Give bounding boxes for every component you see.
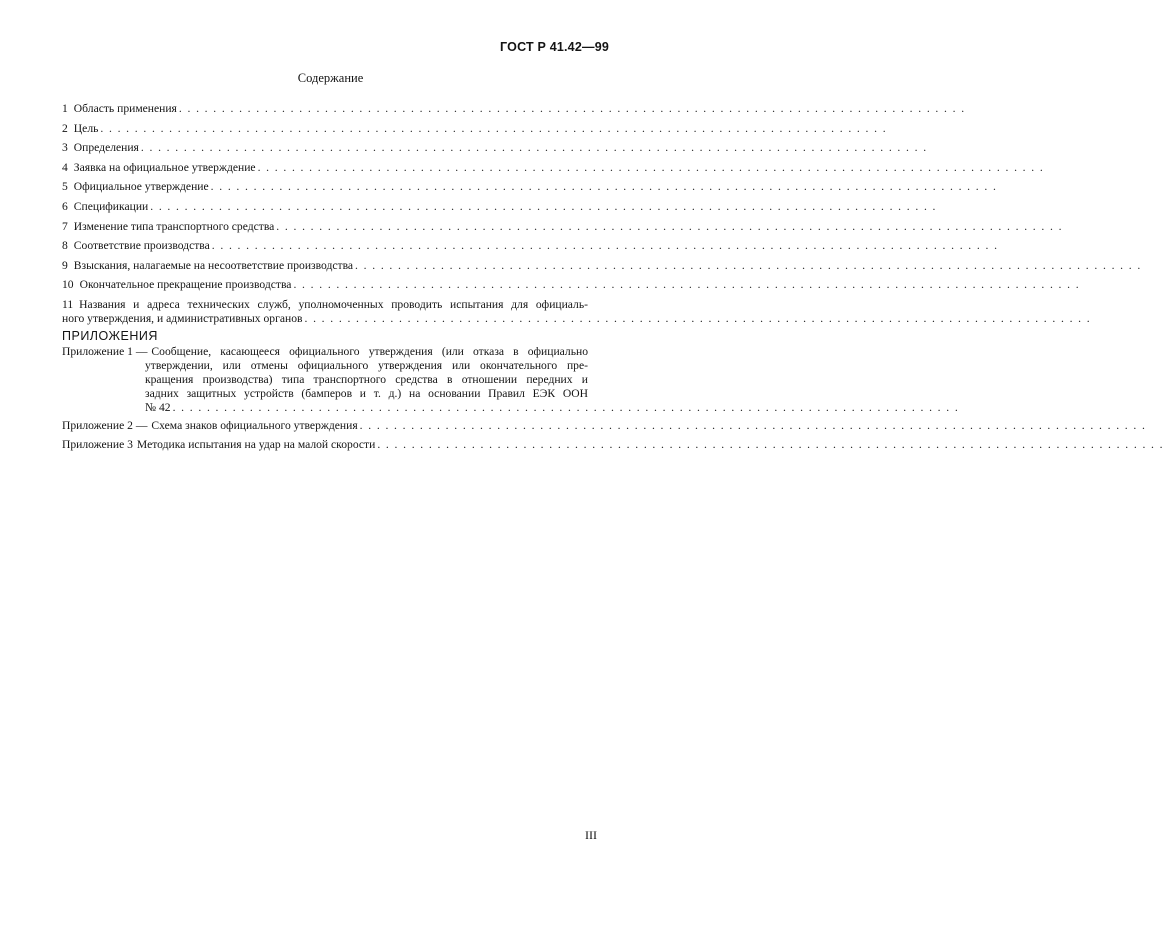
appendices-heading: ПРИЛОЖЕНИЯ	[62, 328, 158, 343]
appendix-1-line-1	[62, 345, 588, 359]
toc-item-number: 8	[62, 239, 68, 253]
toc-item-title: Официальное утверждение	[73, 180, 209, 194]
toc-item-title: Спецификации	[73, 199, 149, 213]
appendix-3-entry[interactable]	[62, 437, 1164, 452]
toc-item-title: Окончательное прекращение производства	[79, 278, 292, 292]
toc-item-number: 11	[62, 297, 74, 311]
toc-item-title: Взыскания, налагаемые на несоответствие производства	[73, 258, 354, 272]
dot-leader: . . . . . . . . . . . . . . . . . . . . . . . . . . . . . . . . . . . . . . . . . . . . . . . . . . . . . . . . . . . . . . . . . . . . . . . . . . . . . . . . . . . . . . . . . . . .	[276, 219, 1063, 233]
toc-item-2[interactable]	[62, 121, 888, 136]
dot-leader: . . . . . . . . . . . . . . . . . . . . . . . . . . . . . . . . . . . . . . . . . . . . . . . . . . . . . . . . . . . . . . . . . . . . . . . . . . . . . . . . . . . . . . . . . . . .	[257, 160, 1045, 174]
toc-item-8[interactable]	[62, 239, 999, 253]
toc-item-number: 6	[62, 199, 68, 213]
toc-item-number: 3	[62, 141, 68, 155]
appendix-1-entry[interactable]	[62, 344, 960, 415]
toc-item-title: Область применения	[73, 102, 177, 115]
toc-item-title: Названия и адреса технических служб, уполномоченных проводить испытания для официаль-	[79, 297, 588, 311]
toc-item-number: 1	[62, 102, 68, 115]
appendix-label: Приложение 1 —	[62, 344, 148, 358]
appendix-title-line: задних защитных устройств (бамперов и т. д.) на основании Правил ЕЭК ООН	[145, 386, 588, 400]
appendix-title: Методика испытания на удар на малой скорости	[136, 437, 376, 451]
toc-item-number: 5	[62, 180, 68, 194]
toc-item-title: Определения	[73, 141, 139, 155]
toc-item-number: 2	[62, 121, 68, 135]
toc-item-title: Заявка на официальное утверждение	[73, 160, 256, 174]
document-code: ГОСТ Р 41.42—99	[500, 40, 609, 54]
toc-item-3[interactable]	[62, 141, 928, 155]
toc-item-6[interactable]	[62, 199, 937, 214]
appendix-2-entry[interactable]	[62, 418, 1147, 433]
toc-item-11-line-2	[62, 311, 1092, 326]
dot-leader: . . . . . . . . . . . . . . . . . . . . . . . . . . . . . . . . . . . . . . . . . . . . . . . . . . . . . . . . . . . . . . . . . . . . . . . . . . . . . . . . . . . . . . . . . . . .	[304, 311, 1092, 325]
toc-item-number: 9	[62, 258, 68, 272]
toc-item-1[interactable]	[62, 102, 966, 116]
dot-leader: . . . . . . . . . . . . . . . . . . . . . . . . . . . . . . . . . . . . . . . . . . . . . . . . . . . . . . . . . . . . . . . . . . . . . . . . . . . . . . . . . . . . . . . . . . . .	[150, 199, 937, 213]
appendix-title: Сообщение, касающееся официального утверждения (или отказа в официально	[151, 344, 588, 358]
dot-leader: . . . . . . . . . . . . . . . . . . . . . . . . . . . . . . . . . . . . . . . . . . . . . . . . . . . . . . . . . . . . . . . . . . . . . . . . . . . . . . . . . . . . . . . . . . . .	[211, 239, 999, 253]
toc-item-10[interactable]	[62, 278, 1081, 292]
toc-item-title: Соответствие производства	[73, 239, 210, 253]
appendix-title-line: утверждении, или отмены официального утверждения или окончательного пре-	[145, 358, 588, 372]
toc-item-5[interactable]	[62, 180, 998, 194]
appendix-title-line: № 42	[145, 400, 171, 414]
appendix-label: Приложение 3	[62, 437, 133, 451]
table-of-contents	[62, 102, 1164, 457]
page-number: III	[585, 828, 597, 842]
toc-item-4[interactable]	[62, 160, 1045, 175]
appendix-1-continuation	[62, 358, 960, 415]
toc-item-11[interactable]	[62, 297, 1092, 326]
dot-leader: . . . . . . . . . . . . . . . . . . . . . . . . . . . . . . . . . . . . . . . . . . . . . . . . . . . . . . . . . . . . . . . . . . . . . . . . . . . . . . . . . . . . . . . . . . . .	[377, 437, 1164, 451]
toc-item-number: 4	[62, 160, 68, 174]
toc-item-title-continued: ного утверждения, и административных органов	[62, 311, 303, 325]
dot-leader: . . . . . . . . . . . . . . . . . . . . . . . . . . . . . . . . . . . . . . . . . . . . . . . . . . . . . . . . . . . . . . . . . . . . . . . . . . . . . . . . . . . . . . . . . . . .	[140, 141, 928, 155]
dot-leader: . . . . . . . . . . . . . . . . . . . . . . . . . . . . . . . . . . . . . . . . . . . . . . . . . . . . . . . . . . . . . . . . . . . . . . . . . . . . . . . . . . . . . . . . . . . .	[178, 102, 966, 115]
appendix-title-line: кращения производства) типа транспортного средства в отношении передних и	[145, 372, 588, 386]
toc-item-number: 10	[62, 278, 74, 292]
toc-item-number: 7	[62, 219, 68, 233]
page-title: Содержание	[297, 71, 364, 85]
toc-item-title: Цель	[73, 121, 99, 135]
toc-item-title: Изменение типа транспортного средства	[73, 219, 275, 233]
dot-leader: . . . . . . . . . . . . . . . . . . . . . . . . . . . . . . . . . . . . . . . . . . . . . . . . . . . . . . . . . . . . . . . . . . . . . . . . . . . . . . . . . . . . . . . . . . . .	[293, 278, 1081, 292]
dot-leader: . . . . . . . . . . . . . . . . . . . . . . . . . . . . . . . . . . . . . . . . . . . . . . . . . . . . . . . . . . . . . . . . . . . . . . . . . . . . . . . . . . . . . . . . . . . .	[210, 180, 998, 194]
dot-leader: . . . . . . . . . . . . . . . . . . . . . . . . . . . . . . . . . . . . . . . . . . . . . . . . . . . . . . . . . . . . . . . . . . . . . . . . . . . . . . . . . . . . . . . . . . . .	[100, 121, 888, 135]
dot-leader: . . . . . . . . . . . . . . . . . . . . . . . . . . . . . . . . . . . . . . . . . . . . . . . . . . . . . . . . . . . . . . . . . . . . . . . . . . . . . . . . . . . . . . . . . . . .	[359, 418, 1147, 432]
dot-leader: . . . . . . . . . . . . . . . . . . . . . . . . . . . . . . . . . . . . . . . . . . . . . . . . . . . . . . . . . . . . . . . . . . . . . . . . . . . . . . . . . . . . . . . . . . . .	[355, 258, 1142, 272]
appendix-title: Схема знаков официального утверждения	[151, 418, 358, 432]
toc-item-11-line-1	[62, 298, 588, 312]
toc-item-7[interactable]	[62, 219, 1063, 234]
toc-item-9[interactable]	[62, 258, 1142, 273]
appendix-label: Приложение 2 —	[62, 418, 148, 432]
dot-leader: . . . . . . . . . . . . . . . . . . . . . . . . . . . . . . . . . . . . . . . . . . . . . . . . . . . . . . . . . . . . . . . . . . . . . . . . . . . . . . . . . . . . . . . . . . . .	[172, 400, 960, 414]
appendix-title-last-line	[145, 400, 960, 415]
